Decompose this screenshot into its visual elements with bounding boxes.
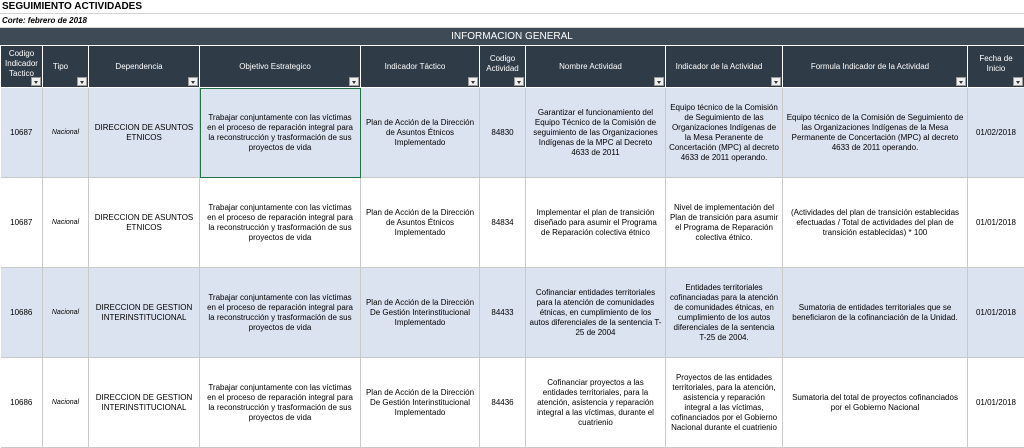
filter-dropdown-button[interactable] bbox=[188, 77, 198, 86]
filter-dropdown-button[interactable] bbox=[654, 77, 664, 86]
table-row bbox=[1, 268, 1024, 358]
column-header-fecha-inicio: Fecha de Inicio bbox=[968, 46, 1024, 88]
cell-fecha-inicio[interactable]: 01/01/2018 bbox=[968, 178, 1024, 268]
column-header-codigo-actividad: Codigo Actividad bbox=[480, 46, 526, 88]
sheet-subtitle: Corte: febrero de 2018 bbox=[2, 16, 87, 25]
table-row bbox=[1, 88, 1024, 178]
column-header-formula: Formula Indicador de la Actividad bbox=[783, 46, 968, 88]
cell-dependencia[interactable]: DIRECCION DE ASUNTOS ETNICOS bbox=[89, 88, 200, 178]
cell-indicador-actividad[interactable]: Entidades territoriales cofinanciadas para la atención de comunidades étnicas, en cumplimiento de los autos diferenciales de la sentencia T-25 de 2004. bbox=[666, 268, 783, 358]
cell-indicador-tactico[interactable]: Plan de Acción de la Dirección de Asuntos Étnicos Implementado bbox=[361, 88, 480, 178]
cell-dependencia[interactable]: DIRECCION DE GESTION INTERINSTITUCIONAL bbox=[89, 268, 200, 358]
cell-objetivo[interactable]: Trabajar conjuntamente con las víctimas en el proceso de reparación integral para la reconstrucción y trasformación de sus proyectos de vida bbox=[200, 178, 361, 268]
filter-dropdown-button[interactable] bbox=[31, 77, 41, 86]
sheet-title: SEGUIMIENTO ACTIVIDADES bbox=[2, 1, 142, 12]
header-row bbox=[1, 46, 1024, 88]
cell-indicador-actividad[interactable]: Equipo técnico de la Comisión de Seguimiento de las Organizaciones Indígenas de la Mesa Peranente de Concertación (MPC) al decreto 4633 de 2011 operando. bbox=[666, 88, 783, 178]
table-row bbox=[1, 358, 1024, 448]
cell-codigo[interactable]: 10687 bbox=[1, 178, 43, 268]
column-header-nombre-actividad: Nombre Actividad bbox=[526, 46, 666, 88]
filter-dropdown-button[interactable] bbox=[956, 77, 966, 86]
cell-objetivo[interactable]: Trabajar conjuntamente con las víctimas en el proceso de reparación integral para la reconstrucción y trasformación de sus proyectos de vida bbox=[200, 358, 361, 448]
cell-indicador-actividad[interactable]: Proyectos de las entidades territoriales, para la atención, asistencia y reparación integral a las víctimas, cofinanciados por el Gobierno Nacional durante el cuatrienio bbox=[666, 358, 783, 448]
cell-codigo[interactable]: 10686 bbox=[1, 268, 43, 358]
cell-nombre-actividad[interactable]: Garantizar el funcionamiento del Equipo Técnico de la Comisión de seguimiento de las Organizaciones Indígenas de la MPC al Decreto 4633 de 2011 bbox=[526, 88, 666, 178]
cell-nombre-actividad[interactable]: Cofinanciar entidades territoriales para la atención de comunidades étnicas, en cumplimiento de los autos diferenciales de la sentencia T-25 de 2004 bbox=[526, 268, 666, 358]
cell-indicador-actividad[interactable]: Nivel de implementación del Plan de transición para asumir el Programa de Reparación colectiva étnico. bbox=[666, 178, 783, 268]
filter-dropdown-button[interactable] bbox=[468, 77, 478, 86]
cell-codigo[interactable]: 10687 bbox=[1, 88, 43, 178]
cell-codigo-actividad[interactable]: 84830 bbox=[480, 88, 526, 178]
cell-indicador-tactico[interactable]: Plan de Acción de la Dirección De Gestión Interinstitucional Implementado bbox=[361, 358, 480, 448]
filter-dropdown-button[interactable] bbox=[1013, 77, 1023, 86]
filter-dropdown-button[interactable] bbox=[349, 77, 359, 86]
cell-objetivo[interactable]: Trabajar conjuntamente con las víctimas en el proceso de reparación integral para la reconstrucción y trasformación de sus proyectos de vida bbox=[200, 268, 361, 358]
column-header-tipo: Tipo bbox=[43, 46, 89, 88]
cell-tipo[interactable]: Nacional bbox=[43, 358, 89, 448]
table-row bbox=[1, 178, 1024, 268]
cell-indicador-tactico[interactable]: Plan de Acción de la Dirección De Gestión Interinstitucional Implementado bbox=[361, 268, 480, 358]
cell-tipo[interactable]: Nacional bbox=[43, 88, 89, 178]
cell-codigo-actividad[interactable]: 84834 bbox=[480, 178, 526, 268]
cell-objetivo-selected[interactable]: Trabajar conjuntamente con las víctimas en el proceso de reparación integral para la reconstrucción y trasformación de sus proyectos de vida bbox=[200, 88, 361, 178]
column-header-indicador-tactico: Indicador Táctico bbox=[361, 46, 480, 88]
cell-formula[interactable]: (Actividades del plan de transición establecidas efectuadas / Total de actividades del plan de transición establecidas) * 100 bbox=[783, 178, 968, 268]
column-header-dependencia: Dependencia bbox=[89, 46, 200, 88]
cell-codigo-actividad[interactable]: 84436 bbox=[480, 358, 526, 448]
cell-tipo[interactable]: Nacional bbox=[43, 178, 89, 268]
group-header: INFORMACION GENERAL bbox=[0, 28, 1024, 45]
filter-dropdown-button[interactable] bbox=[771, 77, 781, 86]
cell-formula[interactable]: Equipo técnico de la Comisión de Seguimiento de las Organizaciones Indígenas de la Mesa Permanente de Concertación (MPC) al decreto 4633 de 2011 operando. bbox=[783, 88, 968, 178]
cell-formula[interactable]: Sumatoria de entidades territoriales que se beneficiaron de la cofinanciación de la Unidad. bbox=[783, 268, 968, 358]
cell-tipo[interactable]: Nacional bbox=[43, 268, 89, 358]
cell-fecha-inicio[interactable]: 01/01/2018 bbox=[968, 268, 1024, 358]
filter-dropdown-button[interactable] bbox=[77, 77, 87, 86]
cell-fecha-inicio[interactable]: 01/01/2018 bbox=[968, 358, 1024, 448]
cell-dependencia[interactable]: DIRECCION DE ASUNTOS ETNICOS bbox=[89, 178, 200, 268]
filter-dropdown-button[interactable] bbox=[514, 77, 524, 86]
cell-fecha-inicio[interactable]: 01/02/2018 bbox=[968, 88, 1024, 178]
cell-codigo-actividad[interactable]: 84433 bbox=[480, 268, 526, 358]
cell-codigo[interactable]: 10686 bbox=[1, 358, 43, 448]
gridline bbox=[0, 13, 1024, 14]
column-header-indicador-actividad: Indicador de la Actividad bbox=[666, 46, 783, 88]
cell-dependencia[interactable]: DIRECCION DE GESTION INTERINSTITUCIONAL bbox=[89, 358, 200, 448]
activities-table bbox=[0, 45, 1024, 448]
cell-indicador-tactico[interactable]: Plan de Acción de la Dirección de Asuntos Étnicos Implementado bbox=[361, 178, 480, 268]
cell-formula[interactable]: Sumatoria del total de proyectos cofinanciados por el Gobierno Nacional bbox=[783, 358, 968, 448]
cell-nombre-actividad[interactable]: Cofinanciar proyectos a las entidades territoriales, para la atención, asistencia y reparación integral a las víctimas, durante el cuatrienio bbox=[526, 358, 666, 448]
cell-nombre-actividad[interactable]: Implementar el plan de transición diseñado para asumir el Programa de Reparación colectiva étnico bbox=[526, 178, 666, 268]
column-header-codigo-indicador: Codigo Indicador Tactico bbox=[1, 46, 43, 88]
column-header-objetivo: Objetivo Estrategico bbox=[200, 46, 361, 88]
